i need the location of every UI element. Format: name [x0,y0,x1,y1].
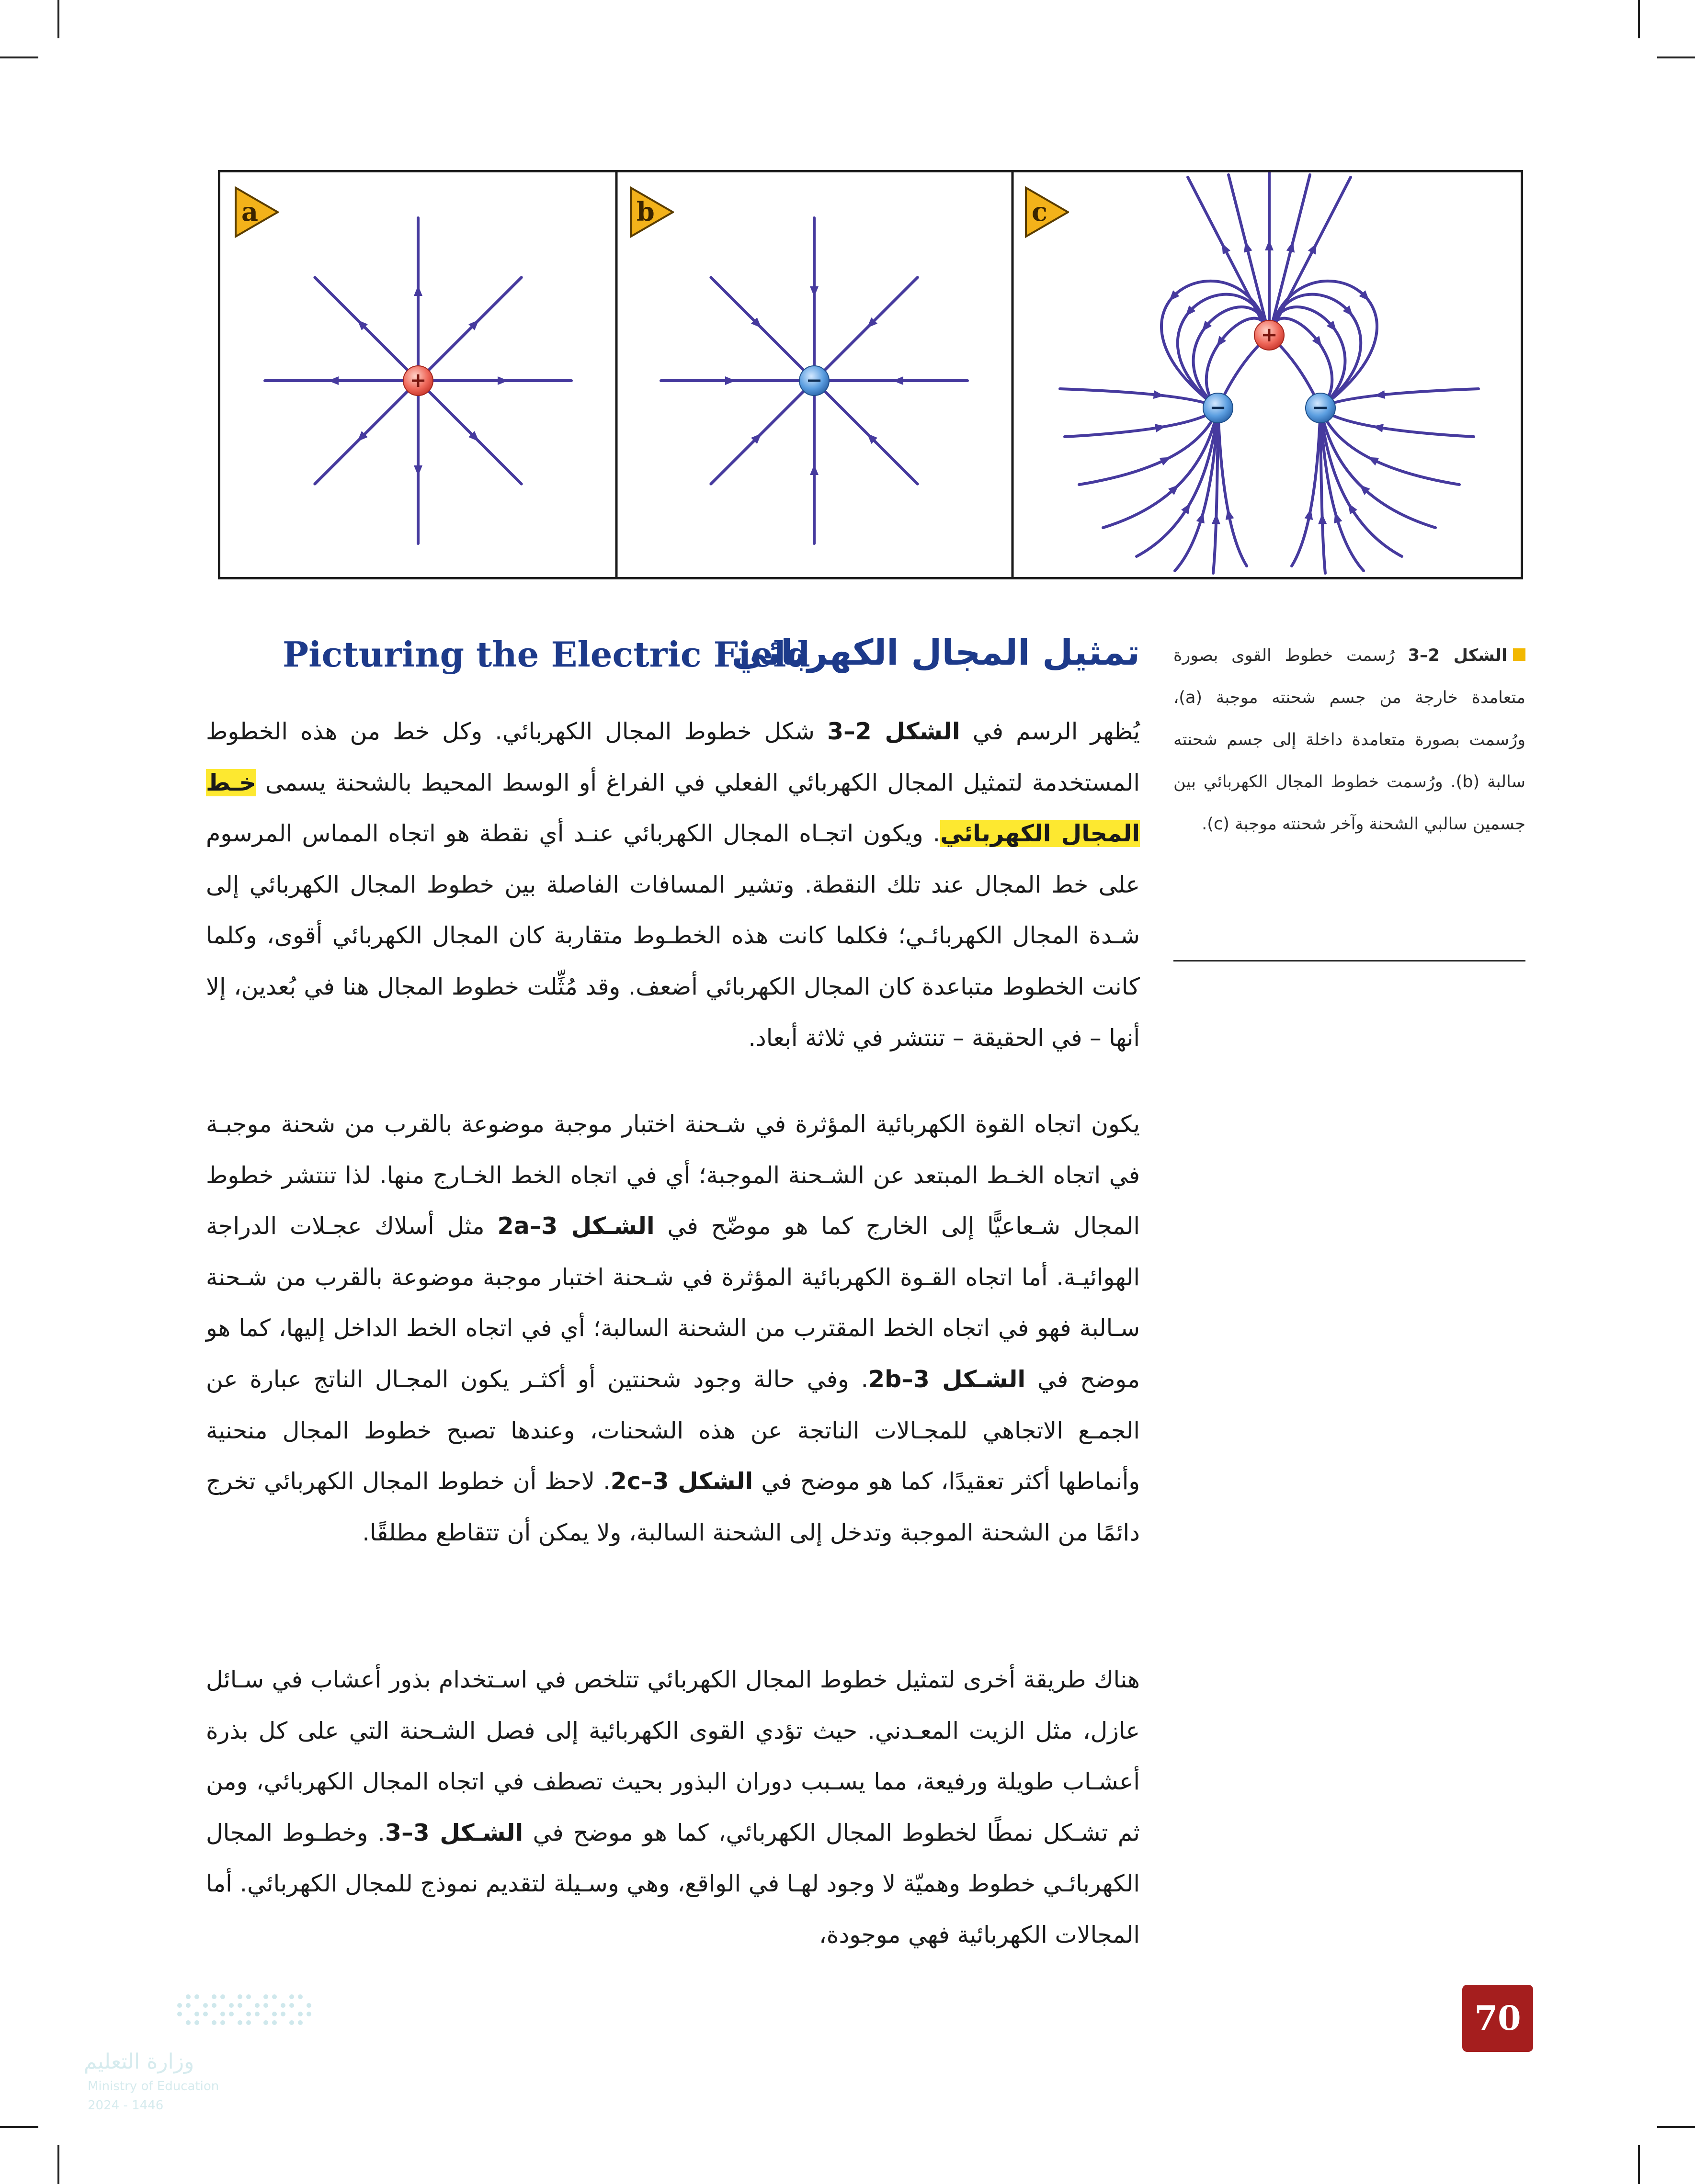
logo-dot [281,2012,285,2016]
panel-a-positive-field [265,218,571,543]
caption-text: رُسمت خطوط القوى بصورة متعامدة خارجة من جسم شحنته موجبة (a)، ورُسمت بصورة متعامدة داخلة إلى جسم شحنته سالبة (b). ورُسمت خطوط المجال الكهربائي بين جسمين سالبي الشحنة وآخر شحنته موجبة (c). [1173,646,1526,834]
charge-sign: + [1261,323,1278,347]
field-arrow [725,376,736,385]
crop-mark [57,2145,59,2184]
logo-dot [229,2012,234,2016]
logo-dot [298,2020,303,2025]
section-heading [283,632,1140,680]
p2-figure-ref-c: الشكل 2c–3 [610,1468,753,1495]
logo-dot [194,1994,199,1999]
field-arrow [1308,241,1320,255]
paragraph-2 [206,1099,1140,1558]
field-lines-diagram [220,172,1521,577]
figure-label-b [630,186,674,238]
logo-dot [203,2012,208,2016]
logo-dot [194,2012,199,2016]
crop-mark [1638,0,1640,38]
p2-text-c: مثل أسلاك عجـلات الدراجة الهوائيـة. أما اتجاه القـوة الكهربائية المؤثرة في شـحنة اختبار موجبة موضوعة بالقرب من شـحنة سـالبة فهو في اتجاه الخط المقترب من الشحنة السالبة؛ أي في اتجاه الخط الداخل إليها، كما هو موضح في [206,1212,1140,1393]
p1-figure-ref: الشكل 2–3 [827,718,960,745]
negative-charge [1203,393,1233,423]
logo-dot [263,2020,268,2025]
charge-sign: − [1209,396,1227,419]
caption-rule [1173,960,1525,962]
logo-dot [298,2012,303,2016]
logo-dot [263,1994,268,1999]
crop-mark [1657,2126,1695,2128]
logo-dot [246,2020,251,2025]
figure-label-c-text: c [1032,196,1047,227]
p1-key-term: خـط المجال الكهربائي [206,769,1140,848]
logo-dot [272,2012,277,2016]
ministry-years: 2024 - 1446 [88,2098,164,2113]
crop-mark [0,57,38,58]
charge-sign: − [806,368,823,392]
paragraph-3 [206,1654,1140,1961]
logo-dot [212,2003,216,2008]
p2-figure-ref-b: الشـكل 2b–3 [868,1365,1026,1393]
panel-b-negative-field [661,218,967,543]
field-line [1269,175,1310,335]
logo-dot [212,2020,216,2025]
field-arrow [1366,453,1379,465]
logo-dot [289,2020,294,2025]
crop-mark [1638,2145,1640,2184]
crop-mark [1657,57,1695,58]
positive-charge [403,366,433,396]
logo-dot [307,2012,311,2016]
field-line [1060,389,1218,408]
positive-charge [1254,320,1284,350]
field-line [315,384,415,484]
field-arrow [414,285,422,296]
crop-mark [0,2126,38,2128]
logo-dot [238,2020,242,2025]
field-arrow [1374,390,1385,400]
field-lines-figure [218,170,1523,579]
field-arrow [498,376,508,385]
figure-label-a [235,186,279,238]
caption-figure-ref: الشكل 2–3 [1408,646,1507,665]
section-title-arabic: تمثيل المجال الكهربائي [731,632,1140,673]
figure-label-b-text: b [637,196,655,227]
field-arrow [1153,390,1165,400]
page-number: 70 [1462,1985,1533,2052]
field-line [1218,408,1247,566]
ministry-name-arabic: وزارة التعليم [84,2049,194,2074]
field-line [1320,408,1474,437]
figure-label-a-text: a [241,196,258,227]
logo-dot [289,2003,294,2008]
field-arrow [1212,513,1221,524]
field-line [1065,408,1218,437]
paragraph-1 [206,706,1140,1064]
p1-text-e: . ويكون اتجـاه المجال الكهربائي عنـد أي نقطة هو اتجاه المماس المرسوم على خط المجال عند تلك النقطة. وتشير المسافات الفاصلة بين خطوط المجال الكهربائي إلى شـدة المجال الكهربائـي؛ فكلما كانت هذه الخطـوط متقاربة كان المجال الكهربائي أقوى، وكلما كانت الخطوط متباعدة كان المجال الكهربائي أضعف. وقد مُثِّلت خطوط المجال هنا في بُعدين، إلا أنها – في الحقيقة – تنتشر في ثلاثة أبعاد. [206,820,1140,1052]
logo-dot [186,1994,191,1999]
logo-dots-icon [177,1994,311,2025]
p1-text-a: يُظهر الرسم في [960,718,1140,745]
logo-dot [220,2012,225,2016]
logo-dot [272,2020,277,2025]
field-arrow [1265,240,1274,250]
field-arrow [414,465,422,476]
field-arrow [1218,241,1230,255]
field-line [1229,175,1269,335]
negative-charge [1306,393,1335,423]
panel-c-dipole-field [1060,172,1479,573]
field-line [1292,408,1320,566]
logo-dot [194,2020,199,2025]
logo-dot [255,2003,260,2008]
logo-dot [246,2012,251,2016]
logo-dot [220,1994,225,1999]
ministry-name-english: Ministry of Education [88,2079,219,2093]
crop-mark [57,0,59,38]
field-line [1320,389,1479,408]
charge-sign: + [410,368,427,392]
field-arrow [810,464,819,475]
logo-dot [298,1994,303,1999]
ministry-logo [84,1987,323,2131]
p2-figure-ref-a: الشـكل 2a–3 [497,1212,655,1240]
logo-dot [289,1994,294,1999]
figure-label-c [1025,186,1069,238]
logo-dot [263,2003,268,2008]
logo-dot [238,2003,242,2008]
field-arrow [1318,513,1327,524]
logo-dot [281,2003,285,2008]
field-arrow [328,376,339,385]
field-line [421,384,522,484]
logo-dot [229,2003,234,2008]
p1-text-c: شكل خطوط المجال الكهربائي. وكل خط من هذه الخطوط المستخدمة لتمثيل المجال الكهربائي الفعلي في الفراغ أو الوسط المحيط بالشحنة يسمى [206,718,1140,796]
p3-text-a: هناك طريقة أخرى لتمثيل خطوط المجال الكهربائي تتلخص في اسـتخدام بذور أعشاب في سـائل عازل، مثل الزيت المعـدني. حيث تؤدي القوى الكهربائية إلى فصل الشـحنة التي على كل بذرة أعشـاب طويلة ورفيعة، مما يسـبب دوران البذور بحيث تصطف في اتجاه المجال الكهربائي، ومن ثم تشـكل نمطًا لخطوط المجال الكهربائي، كما هو موضح في [206,1666,1140,1846]
field-line [315,277,415,377]
p3-text-c: . وخطـوط المجال الكهربائـي خطوط وهميّة لا وجود لهـا في الواقع، وهي وسـيلة لتقديم نموذج للمجال الكهربائي. أما المجالات الكهربائية فهي موجودة، [206,1819,1140,1948]
logo-dot [238,1994,242,1999]
logo-dot [307,2003,311,2008]
logo-dot [177,2003,182,2008]
logo-dot [212,1994,216,1999]
p2-text-e: . وفي حالة وجود شحنتين أو أكثـر يكون المجـال الناتج عبارة عن الجمـع الاتجاهي للمجـالات الناتجة عن هذه الشحنات، وعندها تصبح خطوط المجال منحنية وأنماطها أكثر تعقيدًا، كما هو موضح في [206,1365,1140,1495]
field-arrow [893,376,903,385]
logo-dot [177,2012,182,2016]
p2-text-a: يكون اتجاه القوة الكهربائية المؤثرة في شـحنة اختبار موجبة موضوعة بالقرب من شحنة موجبـة في اتجاه الخـط المبتعد عن الشـحنة الموجبة؛ أي في اتجاه الخط الخـارج منها. لذا تنتشر خطوط المجال شـعاعيًّا إلى الخارج كما هو موضّح في [206,1110,1140,1240]
section-title-english: Picturing the Electric Field [283,634,810,675]
figure-caption [1173,634,1525,845]
logo-dot [186,2020,191,2025]
caption-marker [1513,648,1525,661]
logo-dot [255,2012,260,2016]
negative-charge [799,366,829,396]
charge-sign: − [1312,396,1329,419]
p3-figure-ref: الشـكل 3–3 [385,1819,523,1846]
field-line [421,277,522,377]
logo-dot [203,2003,208,2008]
p2-text-g: . لاحظ أن خطوط المجال الكهربائي تخرج دائمًا من الشحنة الموجبة وتدخل إلى الشحنة السالبة، ولا يمكن أن تتقاطع مطلقًا. [206,1468,1140,1546]
logo-dot [220,2020,225,2025]
field-arrow [1160,453,1173,465]
logo-dot [186,2003,191,2008]
logo-dot [272,1994,277,1999]
logo-dot [246,1994,251,1999]
field-arrow [810,286,819,297]
